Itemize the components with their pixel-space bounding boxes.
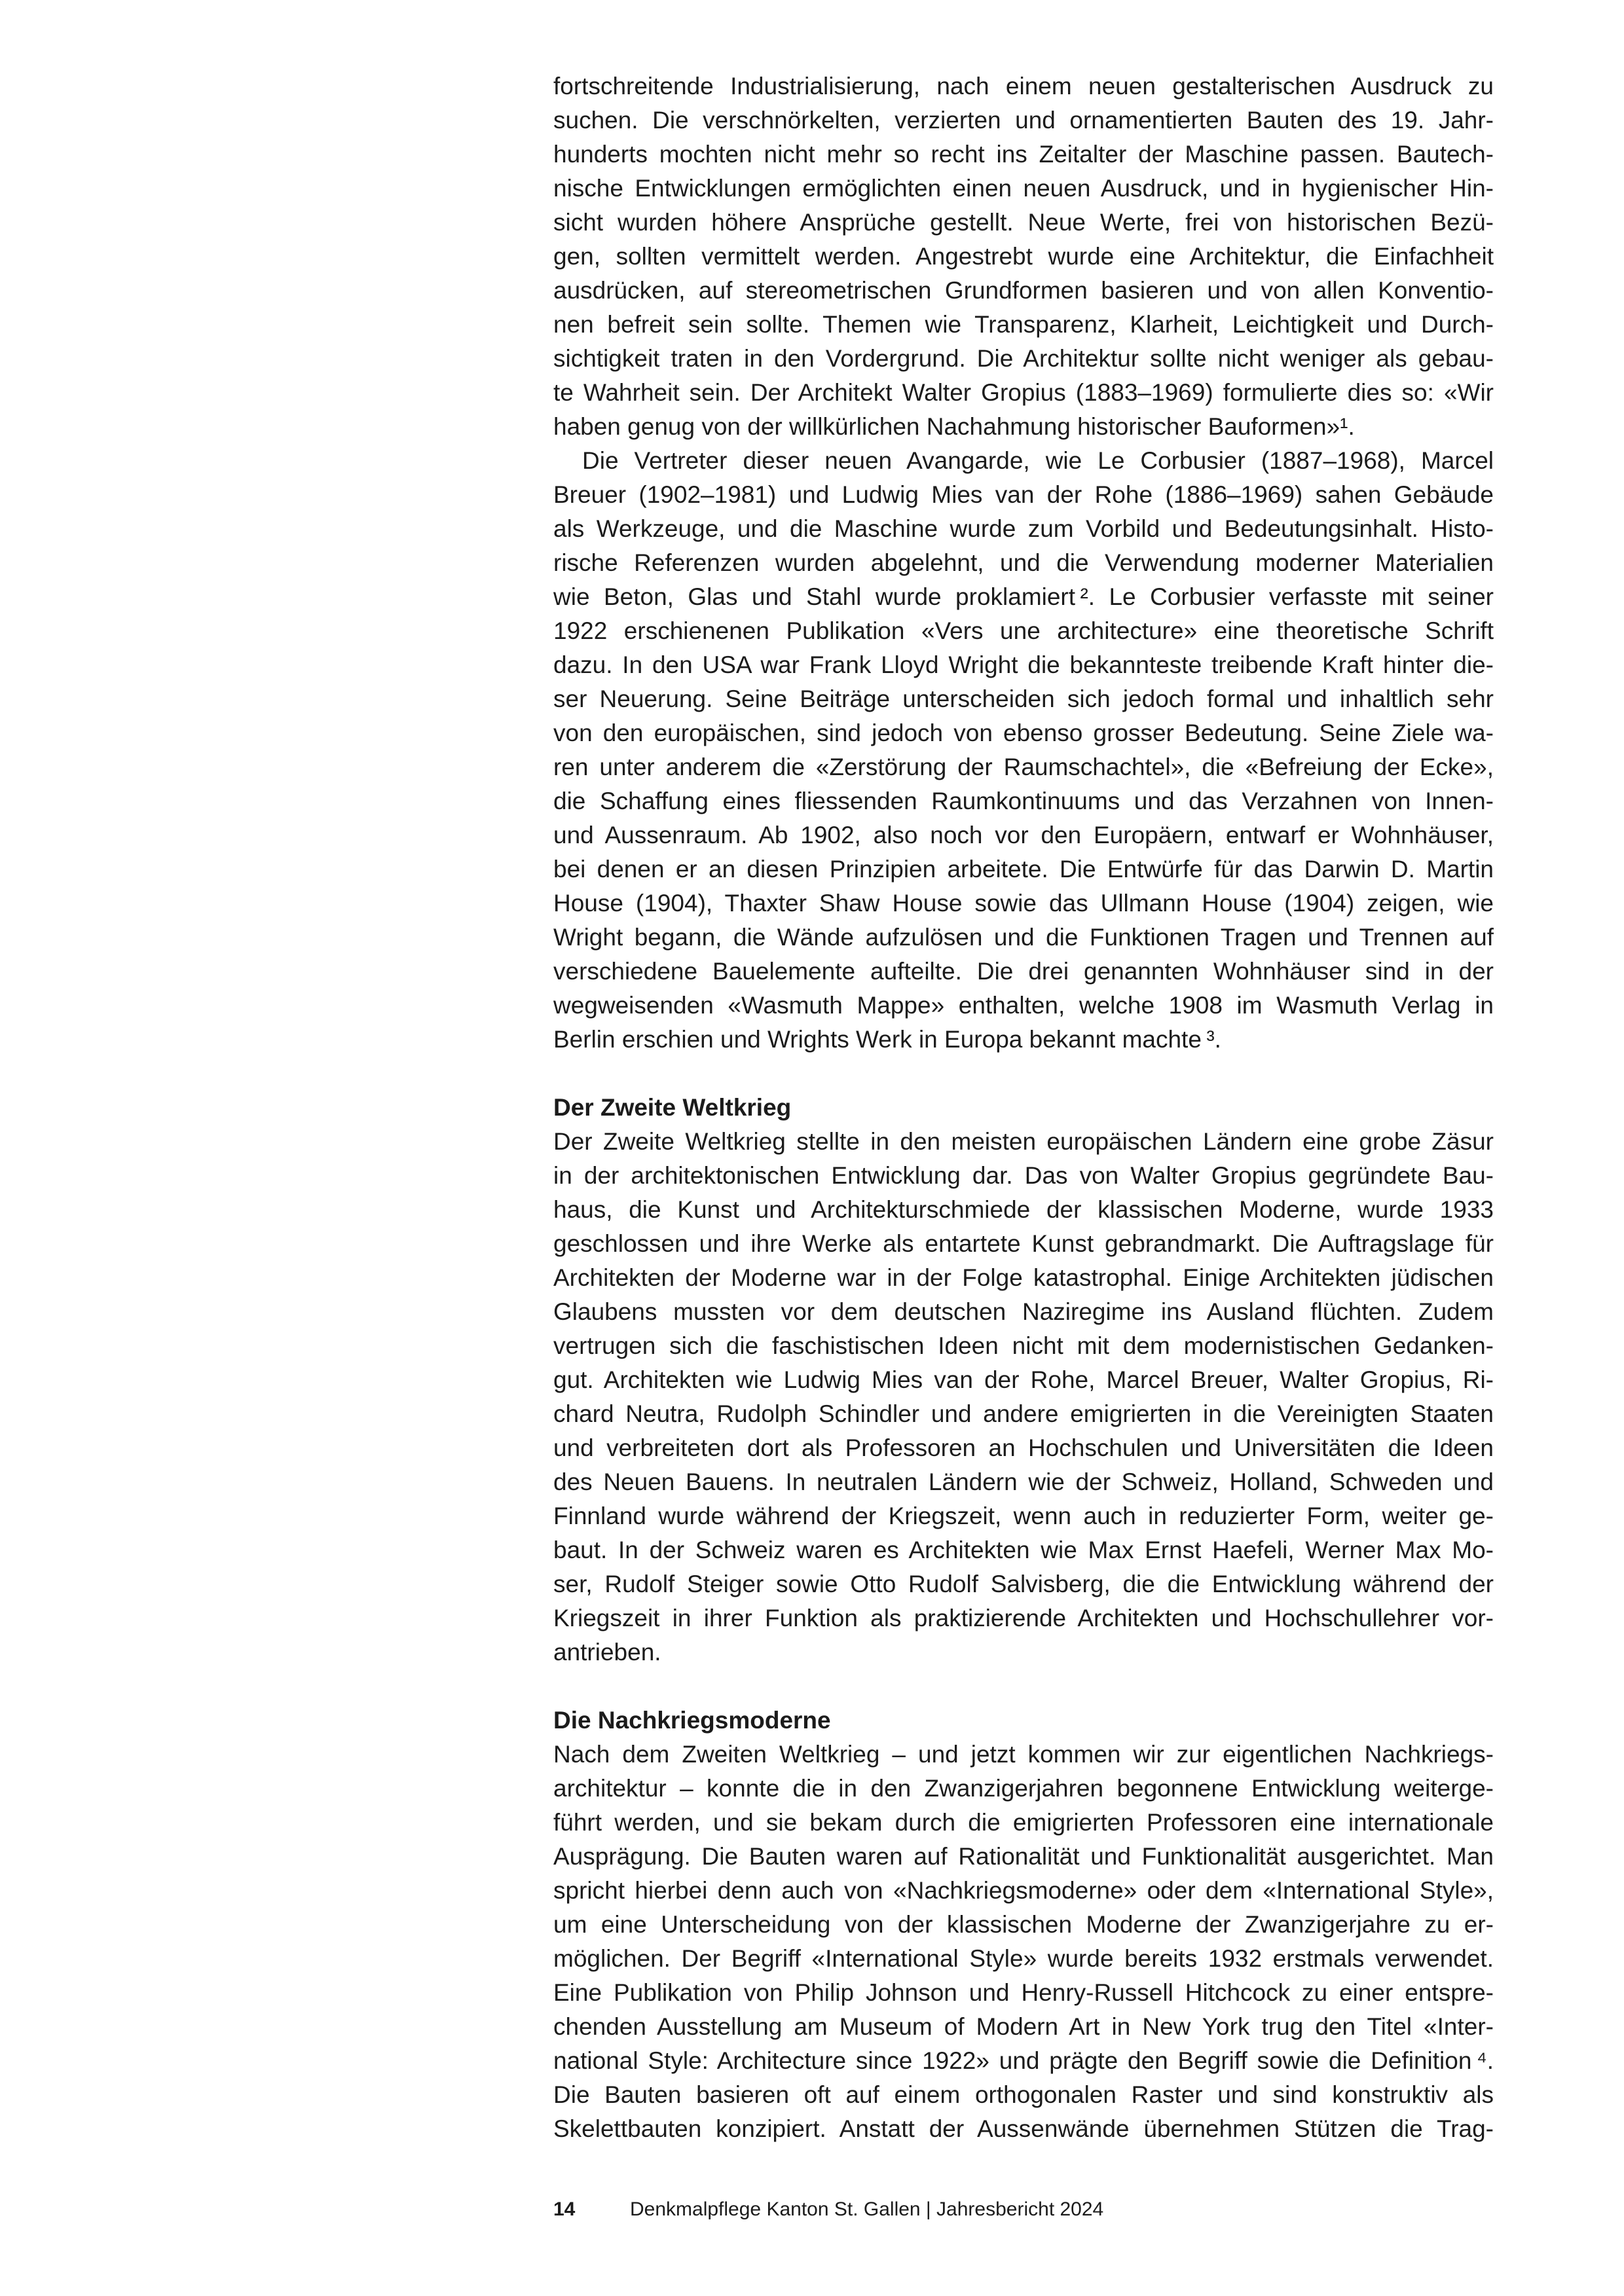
text-line: chenden Ausstellung am Museum of Modern Art in New York trug den Titel «Inter- <box>553 2013 1494 2040</box>
section-heading: Die Nachkriegsmoderne <box>553 1707 831 1734</box>
text-line: spricht hierbei denn auch von «Nachkriegsmoderne» oder dem «International Style», <box>553 1877 1494 1904</box>
text-line: ren unter anderem die «Zerstörung der Raumschachtel», die «Befreiung der Ecke», <box>553 754 1494 780</box>
text-line: Ausprägung. Die Bauten waren auf Rationalität und Funktionalität ausgerichtet. Man <box>553 1843 1494 1870</box>
text-line: ser Neuerung. Seine Beiträge unterscheiden sich jedoch formal und inhaltlich sehr <box>553 685 1494 712</box>
paragraph <box>553 1125 1494 1669</box>
text-line: vertrugen sich die faschistischen Ideen nicht mit dem modernistischen Gedanken- <box>553 1332 1494 1359</box>
text-line: architektur – konnte die in den Zwanzigerjahren begonnene Entwicklung weiterge- <box>553 1775 1494 1802</box>
text-line: und Aussenraum. Ab 1902, also noch vor den Europäern, entwarf er Wohnhäuser, <box>553 822 1494 848</box>
text-line: geschlossen und ihre Werke als entartete Kunst gebrandmarkt. Die Auftragslage für <box>553 1230 1494 1257</box>
text-line: gen, sollten vermittelt werden. Angestrebt wurde eine Architektur, die Einfachheit <box>553 243 1494 270</box>
text-line: suchen. Die verschnörkelten, verzierten und ornamentierten Bauten des 19. Jahr- <box>553 107 1494 134</box>
text-line: Der Zweite Weltkrieg stellte in den meisten europäischen Ländern eine grobe Zäsur <box>553 1128 1494 1155</box>
text-line: haus, die Kunst und Architekturschmiede der klassischen Moderne, wurde 1933 <box>553 1196 1494 1223</box>
text-line: bei denen er an diesen Prinzipien arbeitete. Die Entwürfe für das Darwin D. Martin <box>553 856 1494 883</box>
text-line: des Neuen Bauens. In neutralen Ländern wie der Schweiz, Holland, Schweden und <box>553 1468 1494 1495</box>
text-line: national Style: Architecture since 1922» und prägte den Begriff sowie die Definition ⁴. <box>553 2047 1494 2074</box>
text-line: Skelettbauten konzipiert. Anstatt der Aussenwände übernehmen Stützen die Trag- <box>553 2115 1494 2142</box>
text-line: verschiedene Bauelemente aufteilte. Die drei genannten Wohnhäuser sind in der <box>553 958 1494 985</box>
text-line: Finnland wurde während der Kriegszeit, wenn auch in reduzierter Form, weiter ge- <box>553 1503 1494 1529</box>
section-gap <box>553 1669 1494 1704</box>
text-line: ausdrücken, auf stereometrischen Grundformen basieren und von allen Konventio- <box>553 277 1494 304</box>
text-line: die Schaffung eines fliessenden Raumkontinuums und das Verzahnen von Innen- <box>553 788 1494 814</box>
body-text-column <box>553 69 1494 2146</box>
text-line: um eine Unterscheidung von der klassischen Moderne der Zwanzigerjahre zu er- <box>553 1911 1494 1938</box>
page-footer <box>553 2196 1494 2223</box>
text-line: te Wahrheit sein. Der Architekt Walter Gropius (1883–1969) formulierte dies so: «Wir <box>553 379 1494 406</box>
section-heading: Der Zweite Weltkrieg <box>553 1094 792 1121</box>
text-line: und verbreiteten dort als Professoren an Hochschulen und Universitäten die Ideen <box>553 1434 1494 1461</box>
text-line: Kriegszeit in ihrer Funktion als praktizierende Architekten und Hochschullehrer vor- <box>553 1605 1494 1631</box>
text-line: führt werden, und sie bekam durch die emigrierten Professoren eine internationale <box>553 1809 1494 1836</box>
text-line: in der architektonischen Entwicklung dar. Das von Walter Gropius gegründete Bau- <box>553 1162 1494 1189</box>
text-line: Eine Publikation von Philip Johnson und Henry-Russell Hitchcock zu einer entspre- <box>553 1979 1494 2006</box>
text-line: 1922 erschienenen Publikation «Vers une architecture» eine theoretische Schrift <box>553 617 1494 644</box>
text-line: haben genug von der willkürlichen Nachahmung historischer Bauformen»¹. <box>553 413 1355 440</box>
text-line: nische Entwicklungen ermöglichten einen neuen Ausdruck, und in hygienischer Hin- <box>553 175 1494 202</box>
text-line: nen befreit sein sollte. Themen wie Transparenz, Klarheit, Leichtigkeit und Durch- <box>553 311 1494 338</box>
section-gap <box>553 1057 1494 1091</box>
text-line: Die Bauten basieren oft auf einem orthogonalen Raster und sind konstruktiv als <box>553 2081 1494 2108</box>
text-line: rische Referenzen wurden abgelehnt, und die Verwendung moderner Materialien <box>553 549 1494 576</box>
text-line: Nach dem Zweiten Weltkrieg – und jetzt kommen wir zur eigentlichen Nachkriegs- <box>553 1741 1494 1768</box>
text-line: antrieben. <box>553 1639 661 1666</box>
text-line: Wright begann, die Wände aufzulösen und die Funktionen Tragen und Trennen auf <box>553 924 1494 951</box>
text-line: Breuer (1902–1981) und Ludwig Mies van der Rohe (1886–1969) sahen Gebäude <box>553 481 1494 508</box>
text-line: chard Neutra, Rudolph Schindler und andere emigrierten in die Vereinigten Staaten <box>553 1400 1494 1427</box>
text-line: House (1904), Thaxter Shaw House sowie das Ullmann House (1904) zeigen, wie <box>553 890 1494 917</box>
page-number: 14 <box>553 2198 576 2220</box>
text-line: fortschreitende Industrialisierung, nach einem neuen gestalterischen Ausdruck zu <box>553 73 1494 100</box>
footer-publication-title: Denkmalpflege Kanton St. Gallen | Jahresbericht 2024 <box>630 2198 1104 2220</box>
text-line: baut. In der Schweiz waren es Architekten wie Max Ernst Haefeli, Werner Max Mo- <box>553 1537 1494 1563</box>
text-line: gut. Architekten wie Ludwig Mies van der Rohe, Marcel Breuer, Walter Gropius, Ri- <box>553 1366 1494 1393</box>
text-line: möglichen. Der Begriff «International Style» wurde bereits 1932 erstmals verwendet. <box>553 1945 1494 1972</box>
text-line: von den europäischen, sind jedoch von ebenso grosser Bedeutung. Seine Ziele wa- <box>553 720 1494 746</box>
text-line: sicht wurden höhere Ansprüche gestellt. Neue Werte, frei von historischen Bezü- <box>553 209 1494 236</box>
text-line: dazu. In den USA war Frank Lloyd Wright die bekannteste treibende Kraft hinter die- <box>553 651 1494 678</box>
text-line: wegweisenden «Wasmuth Mappe» enthalten, welche 1908 im Wasmuth Verlag in <box>553 992 1494 1019</box>
text-line: hunderts mochten nicht mehr so recht ins Zeitalter der Maschine passen. Bautech- <box>553 141 1494 168</box>
text-line: Glaubens mussten vor dem deutschen Naziregime ins Ausland flüchten. Zudem <box>553 1298 1494 1325</box>
text-line: Architekten der Moderne war in der Folge katastrophal. Einige Architekten jüdischen <box>553 1264 1494 1291</box>
text-line: Die Vertreter dieser neuen Avangarde, wie Le Corbusier (1887–1968), Marcel <box>582 447 1494 474</box>
text-line: Berlin erschien und Wrights Werk in Europa bekannt machte ³. <box>553 1026 1221 1053</box>
text-line: wie Beton, Glas und Stahl wurde proklamiert ². Le Corbusier verfasste mit seiner <box>553 583 1494 610</box>
paragraph <box>553 1738 1494 2146</box>
text-line: sichtigkeit traten in den Vordergrund. Die Architektur sollte nicht weniger als gebau- <box>553 345 1494 372</box>
paragraph <box>553 69 1494 444</box>
text-line: ser, Rudolf Steiger sowie Otto Rudolf Salvisberg, die die Entwicklung während der <box>553 1571 1494 1597</box>
paragraph <box>553 444 1494 1057</box>
text-line: als Werkzeuge, und die Maschine wurde zum Vorbild und Bedeutungsinhalt. Histo- <box>553 515 1494 542</box>
